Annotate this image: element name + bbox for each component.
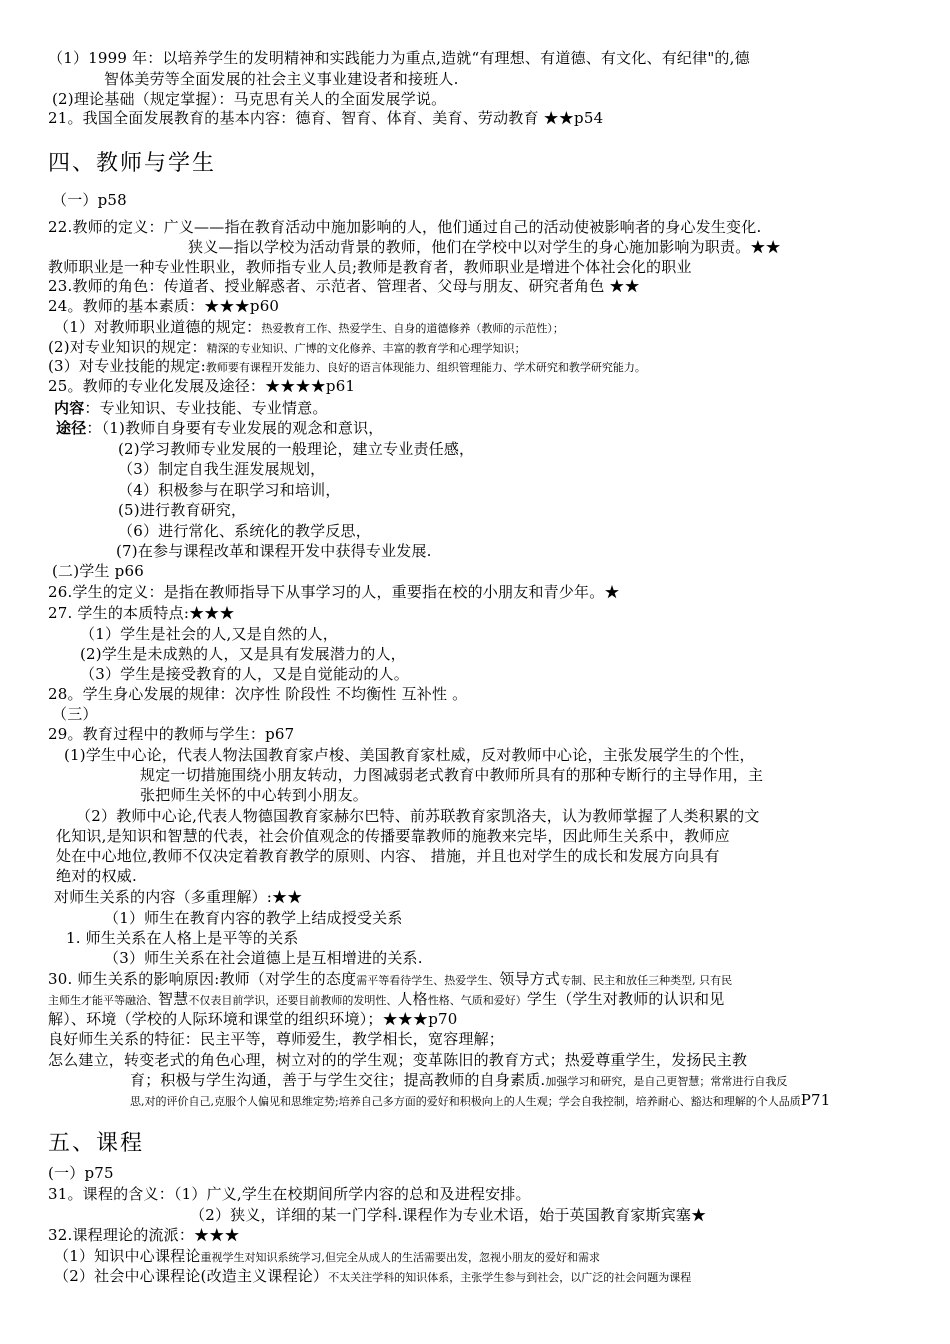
text-line — [118, 459, 325, 479]
text-segment: 不仅表目前学识，还要目前教师的发明性、 — [188, 994, 398, 1007]
text-line — [48, 1029, 504, 1049]
text-segment: （2）狭义，详细的某一门学科.课程作为专业术语，始于英国教育家斯宾塞★ — [190, 1206, 707, 1224]
text-line — [48, 337, 526, 357]
text-line — [48, 217, 761, 237]
text-segment: 25。教师的专业化发展及途径：★★★★p61 — [48, 377, 356, 395]
text-line — [48, 582, 620, 602]
text-segment: 规定一切措施围绕小朋友转动，力图减弱老式教育中教师所具有的那种专断行的主导作用，主 — [140, 766, 764, 784]
text-line — [54, 398, 328, 418]
text-segment: （4）积极参与在职学习和培训， — [118, 481, 341, 499]
text-line — [104, 908, 403, 928]
text-segment: 1. 师生关系在人格上是平等的关系 — [66, 929, 299, 947]
text-segment: 智体美劳等全面发展的社会主义事业建设者和接班人. — [104, 70, 459, 88]
text-segment: （3）制定自我生涯发展规划， — [118, 460, 326, 478]
text-line — [56, 418, 384, 438]
text-segment: 张把师生关怀的中心转到小朋友。 — [140, 786, 369, 804]
text-line — [48, 257, 692, 277]
text-segment: ：专业知识、专业技能、专业情意。 — [84, 399, 328, 417]
text-segment: 性格、气质和爱好） — [427, 994, 527, 1007]
text-segment: 30. 师生关系的影响原因:教师（对学生的态度 — [48, 970, 357, 988]
text-segment: 精深的专业知识、广博的文化修养、丰富的教育学和心理学知识； — [206, 342, 526, 355]
text-line — [48, 1225, 240, 1245]
text-line — [52, 561, 144, 581]
text-line — [48, 356, 646, 376]
text-line — [116, 541, 432, 561]
text-segment: 需平等看待学生、热爱学生、 — [356, 974, 500, 987]
text-segment: 不太关注学科的知识体系，主张学生参与到社会，以广泛的社会问题为课程 — [328, 1271, 692, 1284]
text-segment: 主师生才能平等融洽、 — [48, 994, 158, 1007]
text-segment: 对师生关系的内容（多重理解）:★★ — [54, 888, 303, 906]
text-line — [54, 317, 564, 337]
text-line — [80, 624, 338, 644]
text-line — [76, 806, 760, 826]
text-segment: 良好师生关系的特征：民主平等，尊师爱生，教学相长，宽容理解； — [48, 1030, 505, 1048]
text-segment: （一）p58 — [52, 191, 127, 209]
section-heading — [48, 150, 216, 178]
text-segment: 领导方式 — [499, 970, 561, 988]
text-line — [48, 1184, 531, 1204]
text-segment: （1）1999 年：以培养学生的发明精神和实践能力为重点,造就“有理想、有道德、有文化、有纪律"的,德 — [48, 49, 750, 67]
text-segment: （6）进行常化、系统化的教学反思， — [118, 522, 371, 540]
text-line — [140, 765, 763, 785]
text-segment: 专制、民主和放任三种类型, 只有民 — [560, 974, 733, 987]
text-segment: (一）p75 — [48, 1164, 114, 1182]
text-segment: ：（1)教师自身要有专业发展的观念和意识， — [86, 419, 384, 437]
text-segment: (3）对专业技能的规定: — [48, 357, 206, 375]
text-segment: 重视学生对知识系统学习,但完全从成人的生活需要出发，忽视小朋友的爱好和需求 — [200, 1251, 601, 1264]
text-line — [118, 439, 474, 459]
text-line — [52, 704, 98, 724]
text-segment: 26.学生的定义：是指在教师指导下从事学习的人，重要指在校的小朋友和青少年。★ — [48, 583, 620, 601]
text-segment: (1)学生中心论，代表人物法国教育家卢梭、美国教育家杜威，反对教师中心论，主张发展学生的个性， — [64, 746, 755, 764]
text-segment: 教师职业是一种专业性职业，教师指专业人员;教师是教育者，教师职业是增进个体社会化的职业 — [48, 258, 692, 276]
text-segment: (二)学生 p66 — [52, 562, 144, 580]
text-line — [190, 1205, 706, 1225]
text-segment: 21。我国全面发展教育的基本内容：德育、智育、体育、美育、劳动教育 ★★p54 — [48, 109, 604, 127]
text-line — [48, 1009, 458, 1029]
text-line — [118, 480, 341, 500]
text-segment: 解）、环境（学校的人际环境和课堂的组织环境）；★★★p70 — [48, 1010, 458, 1028]
text-line — [48, 296, 279, 316]
text-segment: 学生（学生对教师的认识和见 — [526, 990, 725, 1008]
text-segment: 内容 — [54, 399, 85, 417]
text-line — [80, 644, 406, 664]
text-line — [48, 989, 724, 1009]
text-segment: 智慧 — [158, 990, 189, 1008]
text-segment: （2）教师中心论,代表人物德国教育家赫尔巴特、前苏联教育家凯洛夫，认为教师掌握了人类积累的文 — [76, 807, 760, 825]
text-segment: (2)学习教师专业发展的一般理论，建立专业责任感， — [118, 440, 475, 458]
text-segment: 32.课程理论的流派：★★★ — [48, 1226, 240, 1244]
text-segment: 23.教师的角色：传道者、授业解惑者、示范者、管理者、父母与朋友、研究者角色 ★★ — [48, 277, 640, 295]
text-line — [48, 108, 603, 128]
text-segment: 绝对的权威. — [56, 867, 137, 885]
text-segment: 27. 学生的本质特点:★★★ — [48, 604, 235, 622]
text-line — [54, 1266, 691, 1286]
text-segment: (2)理论基础（规定掌握）：马克思有关人的全面发展学说。 — [52, 90, 447, 108]
text-line — [80, 664, 409, 684]
section-heading — [48, 1130, 144, 1158]
text-segment: （1）知识中心课程论 — [54, 1247, 201, 1265]
text-segment: 热爱教育工作、热爱学生、自身的道德修养（教师的示范性）； — [261, 322, 564, 335]
text-segment: （三） — [52, 705, 98, 723]
text-segment: 28。学生身心发展的规律：次序性 阶段性 不均衡性 互补性 。 — [48, 685, 468, 703]
text-segment: 22.教师的定义：广义——指在教育活动中施加影响的人，他们通过自己的活动使被影响者的身心发生变化. — [48, 218, 762, 236]
text-line — [118, 521, 371, 541]
text-line — [188, 237, 781, 257]
text-segment: (2)学生是未成熟的人，又是具有发展潜力的人， — [80, 645, 406, 663]
text-segment: (5)进行教育研究， — [118, 501, 247, 519]
text-line — [66, 928, 298, 948]
text-line — [48, 48, 750, 68]
text-segment: 怎么建立，转变老式的角色心理，树立对的的学生观；变革陈旧的教育方式；热爱尊重学生，发扬民主教 — [48, 1051, 748, 1069]
text-segment: 思,对的评价自己,克服个人偏见和思维定势;培养自己多方面的爱好和积极向上的人生观；学会自我控制，培养耐心、豁达和理解的个人品质 — [130, 1095, 801, 1108]
text-segment: 化知识,是知识和智慧的代表，社会价值观念的传播要靠教师的施教来完毕，因此师生关系中，教师应 — [56, 827, 730, 845]
text-line — [52, 190, 127, 210]
text-line — [48, 969, 732, 989]
text-line — [56, 826, 730, 846]
text-segment: 途径 — [56, 419, 87, 437]
text-line — [48, 724, 294, 744]
text-segment: （2）社会中心课程论(改造主义课程论） — [54, 1267, 329, 1285]
text-line — [52, 89, 446, 109]
text-line — [130, 1070, 787, 1090]
text-line — [48, 603, 235, 623]
text-segment: 育；积极与学生沟通，善于与学生交往；提高教师的自身素质. — [130, 1071, 546, 1089]
text-line — [56, 846, 720, 866]
text-segment: 处在中心地位,教师不仅决定着教育教学的原则、内容、 措施，并且也对学生的成长和发展方向具有 — [56, 847, 720, 865]
text-segment: （1）对教师职业道德的规定： — [54, 318, 262, 336]
text-line — [54, 887, 302, 907]
text-line — [48, 1050, 747, 1070]
text-segment: 教师要有课程开发能力、良好的语言体现能力、组织管理能力、学术研究和教学研究能力。 — [205, 361, 646, 374]
text-line — [104, 948, 423, 968]
text-segment: 29。教育过程中的教师与学生：p67 — [48, 725, 295, 743]
text-segment: （3）师生关系在社会道德上是互相增进的关系. — [104, 949, 423, 967]
text-line — [140, 785, 368, 805]
text-line — [48, 276, 640, 296]
text-line — [48, 1163, 114, 1183]
text-line — [118, 500, 246, 520]
text-segment: 四、教师与学生 — [48, 151, 217, 176]
text-line — [48, 376, 355, 396]
text-segment: 狭义—指以学校为活动背景的教师，他们在学校中以对学生的身心施加影响为职责。★★ — [188, 238, 781, 256]
text-segment: 31。课程的含义：（1）广义,学生在校期间所学内容的总和及进程安排。 — [48, 1185, 531, 1203]
text-line — [48, 684, 467, 704]
text-segment: （1）学生是社会的人,又是自然的人， — [80, 625, 338, 643]
text-segment: 24。教师的基本素质：★★★p60 — [48, 297, 280, 315]
text-segment: P71 — [800, 1091, 831, 1109]
text-segment: 五、课程 — [48, 1131, 145, 1156]
text-line — [64, 745, 755, 765]
text-line — [56, 866, 137, 886]
text-segment: (7)在参与课程改革和课程开发中获得专业发展. — [116, 542, 432, 560]
text-segment: 人格 — [397, 990, 428, 1008]
text-line — [104, 69, 459, 89]
text-line — [130, 1090, 830, 1110]
text-line — [54, 1246, 600, 1266]
text-segment: (2)对专业知识的规定： — [48, 338, 207, 356]
text-segment: （1）师生在教育内容的教学上结成授受关系 — [104, 909, 403, 927]
text-segment: 加强学习和研究，是自己更智慧；常常进行自我反 — [545, 1075, 788, 1088]
text-segment: （3）学生是接受教育的人，又是自觉能动的人。 — [80, 665, 409, 683]
